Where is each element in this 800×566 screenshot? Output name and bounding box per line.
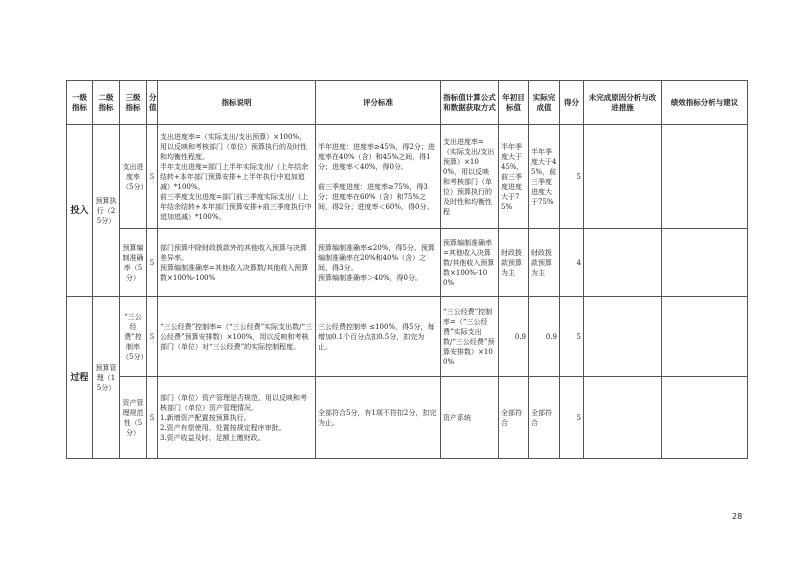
score-cell: 5: [560, 377, 584, 459]
desc-cell: 部门预算中除财政拨款外的其他收入预算与决算差异率。 预算编制准确率=其他收入决算数/其他收入预算数×100%-100%: [158, 229, 316, 297]
level3-cell: 支出进度率（5分）: [120, 125, 147, 229]
criteria-cell: 预算编制准确率≤20%，得5分。预算编制准确率在20%和40%（含）之间，得3分。 预算编制准确率＞40%，得0分。: [316, 229, 441, 297]
header-score-value: 分值: [147, 81, 158, 125]
level2-cell: 预算执行（25分）: [93, 125, 120, 297]
actual-cell: 财政拨款预算为主: [529, 229, 560, 297]
page-number: 28: [732, 512, 743, 521]
target-cell: 0.9: [499, 297, 529, 377]
header-target: 年初目标值: [499, 81, 529, 125]
table-row: [67, 297, 748, 377]
header-level1: 一级指标: [67, 81, 93, 125]
reason-cell: [584, 297, 662, 377]
score-value-cell: 5: [147, 297, 158, 377]
formula-cell: 支出进度率=（实际支出/支出预算）×100%，用以反映和考核部门（单位）预算执行的及时性和均衡性程: [441, 125, 499, 229]
level3-cell: 资产管理规范性（5分）: [120, 377, 147, 459]
header-row: [67, 81, 748, 125]
score-cell: 5: [560, 125, 584, 229]
actual-cell: 全部符合: [529, 377, 560, 459]
level2-cell: 预算管理（15分）: [93, 297, 120, 459]
header-reason: 未完成原因分析与改进措施: [584, 81, 662, 125]
target-cell: 全部符合: [499, 377, 529, 459]
reason-cell: [584, 125, 662, 229]
header-desc: 指标说明: [158, 81, 316, 125]
level1-cell: 过程: [67, 297, 93, 459]
score-value-cell: 5: [147, 377, 158, 459]
header-criteria: 评分标准: [316, 81, 441, 125]
table-row: [67, 125, 748, 229]
level3-cell: 预算编制准确率（5分）: [120, 229, 147, 297]
reason-cell: [584, 229, 662, 297]
performance-table: [66, 80, 748, 459]
score-value-cell: 5: [147, 229, 158, 297]
advice-cell: [662, 229, 748, 297]
header-advice: 绩效指标分析与建议: [662, 81, 748, 125]
criteria-cell: 三公经费控制率 ≤100%，得5分，每增加0.1个百分点扣0.5分，扣完为止。: [316, 297, 441, 377]
target-cell: 财政拨款预算为主: [499, 229, 529, 297]
actual-cell: 半年季度大于45%，前三季度进度大于75%: [529, 125, 560, 229]
criteria-cell: 全部符合5分，有1项不符扣2分，扣完为止。: [316, 377, 441, 459]
header-actual: 实际完成值: [529, 81, 560, 125]
reason-cell: [584, 377, 662, 459]
score-value-cell: 5: [147, 125, 158, 229]
desc-cell: “三公经费”控制率=（“三公经费”实际支出数/“三公经费”预算安排数）×100%，用以反映和考核部门（单位）对“三公经费”的实际控制程度。: [158, 297, 316, 377]
header-level2: 二级指标: [93, 81, 120, 125]
advice-cell: [662, 125, 748, 229]
actual-cell: 0.9: [529, 297, 560, 377]
criteria-cell: 半年进度：进度率≥45%，得2分；进度率在40%（含）和45%之间，得1分；进度率＜40%，得0分。 前三季度进度：进度率≥75%，得3分；进度率在60%（含）和75%之间，得2分；进度率＜60%，得0分。: [316, 125, 441, 229]
target-cell: 半年季度大于45%，前三季度进度大于75%: [499, 125, 529, 229]
formula-cell: 预算编制准确率=其他收入决算数/其他收入预算数×100%-100%: [441, 229, 499, 297]
table-row: [67, 377, 748, 459]
level3-cell: “三公经费”控制率（5分）: [120, 297, 147, 377]
header-formula: 指标值计算公式和数据获取方式: [441, 81, 499, 125]
header-score: 得分: [560, 81, 584, 125]
advice-cell: [662, 377, 748, 459]
header-level3: 三级指标: [120, 81, 147, 125]
desc-cell: 部门（单位）资产管理是否规范，用以反映和考核部门（单位）资产管理情况。 1.新增资产配置按预算执行。 2.资产有偿使用、处置按规定程序审批。 3.资产收益及时、足额上缴财政。: [158, 377, 316, 459]
desc-cell: 支出进度率=（实际支出/支出预算）×100%，用以反映和考核部门（单位）预算执行的及时性和均衡性程度。 半年支出进度=部门上半年实际支出/（上年结余结转+本年部门预算安排+上半年执行中追加追减）*100%。 前三季度支出进度=部门前三季度实际支出/（上年结余结转+本年部门预算安排+前三季度执行中追加追减）*100%。: [158, 125, 316, 229]
score-cell: 4: [560, 229, 584, 297]
formula-cell: “三公经费”控制率=（“三公经费”实际支出数/“三公经费”预算安排数）×100%: [441, 297, 499, 377]
table-row: [67, 229, 748, 297]
formula-cell: 资产系统: [441, 377, 499, 459]
score-cell: 5: [560, 297, 584, 377]
level1-cell: 投入: [67, 125, 93, 297]
advice-cell: [662, 297, 748, 377]
